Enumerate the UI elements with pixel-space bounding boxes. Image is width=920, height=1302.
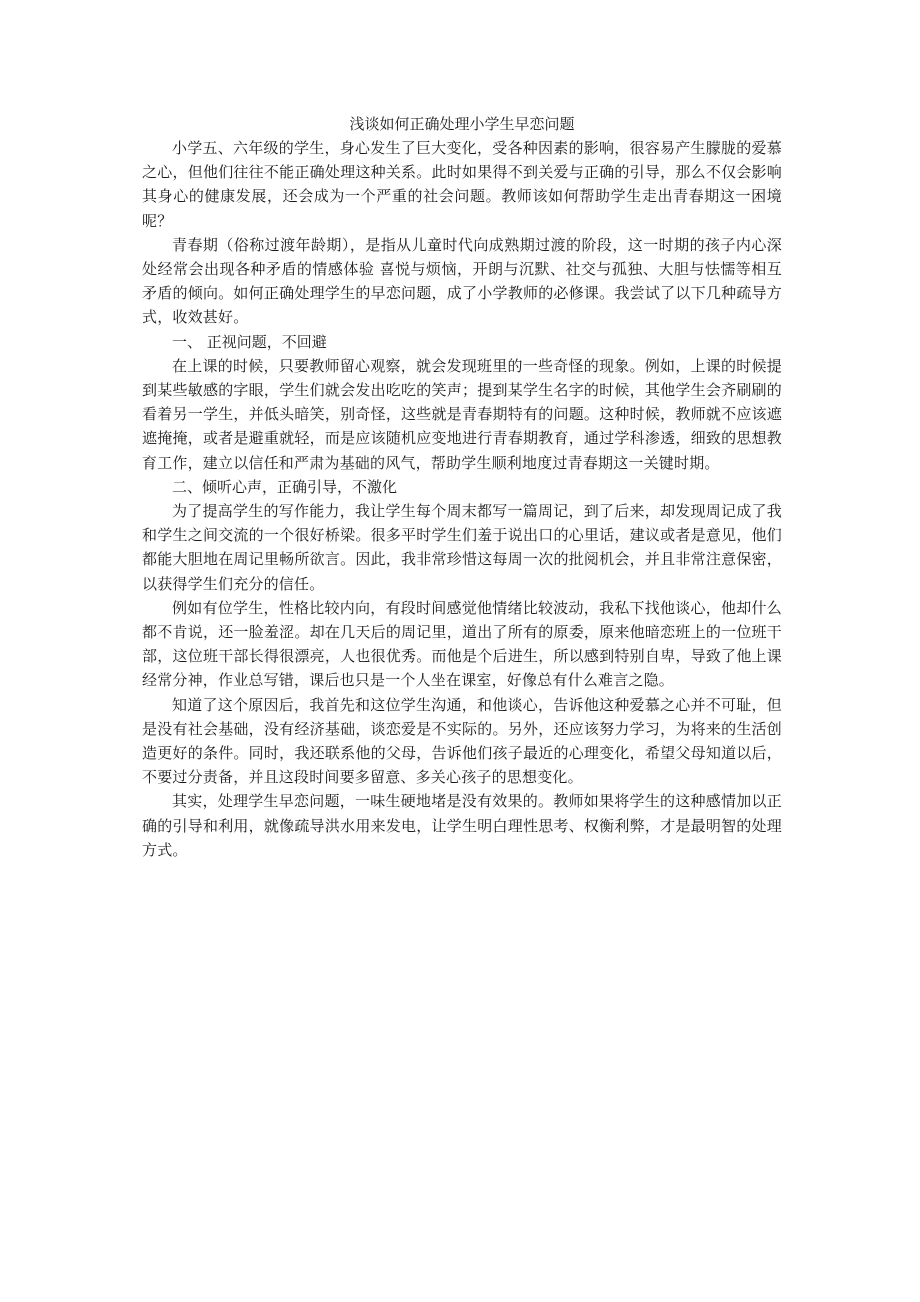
document-page — [142, 112, 782, 862]
paragraph-section-2c: 知道了这个原因后，我首先和这位学生沟通，和他谈心，告诉他这种爱慕之心并不可耻，但是没有社会基础，没有经济基础，谈恋爱是不实际的。另外，还应该努力学习，为将来的生活创造更好的条件。同时，我还联系他的父母，告诉他们孩子最近的心理变化，希望父母知道以后，不要过分责备，并且这段时间要多留意、多关心孩子的思想变化。 — [142, 695, 782, 787]
section-heading-1: 一、 正视问题，不回避 — [172, 332, 327, 351]
paragraph-section-1: 在上课的时候，只要教师留心观察，就会发现班里的一些奇怪的现象。例如，上课的时候提到某些敏感的字眼，学生们就会发出吃吃的笑声；提到某学生名字的时候，其他学生会齐刷刷的看着另一学生，并低头暗笑，别奇怪，这些就是青春期特有的问题。这种时候，教师就不应该遮遮掩掩，或者是避重就轻，而是应该随机应变地进行青春期教育，通过学科渗透，细致的思想教育工作，建立以信任和严肃为基础的风气，帮助学生顺利地度过青春期这一关键时期。 — [142, 356, 782, 472]
paragraph-section-2b: 例如有位学生，性格比较内向，有段时间感觉他情绪比较波动，我私下找他谈心，他却什么都不肯说，还一脸羞涩。却在几天后的周记里，道出了所有的原委，原来他暗恋班上的一位班干部，这位班干部长得很漂亮，人也很优秀。而他是个后进生，所以感到特别自卑，导致了他上课经常分神，作业总写错，课后也只是一个人坐在课室，好像总有什么难言之隐。 — [142, 598, 782, 690]
document-title: 浅谈如何正确处理小学生早恋问题 — [349, 115, 575, 133]
section-heading-2: 二、倾听心声，正确引导，不激化 — [172, 477, 398, 496]
paragraph-conclusion: 其实，处理学生早恋问题，一味生硬地堵是没有效果的。教师如果将学生的这种感情加以正确的引导和利用，就像疏导洪水用来发电，让学生明白理性思考、权衡利弊，才是最明智的处理方式。 — [142, 792, 782, 859]
paragraph-intro: 小学五、六年级的学生，身心发生了巨大变化，受各种因素的影响，很容易产生朦胧的爱慕之心，但他们往往不能正确处理这种关系。此时如果得不到关爱与正确的引导，那么不仅会影响其身心的健康发展，还会成为一个严重的社会问题。教师该如何帮助学生走出青春期这一困境呢？ — [142, 139, 782, 230]
paragraph-section-2a: 为了提高学生的写作能力，我让学生每个周末都写一篇周记，到了后来，却发现周记成了我和学生之间交流的一个很好桥梁。很多平时学生们羞于说出口的心里话，建议或者是意见，他们都能大胆地在周记里畅所欲言。因此，我非常珍惜这每周一次的批阅机会，并且非常注意保密，以获得学生们充分的信任。 — [142, 502, 782, 593]
paragraph-adolescence: 青春期（俗称过渡年龄期），是指从儿童时代向成熟期过渡的阶段，这一时期的孩子内心深处经常会出现各种矛盾的情感体验 喜悦与烦恼，开朗与沉默、社交与孤独、大胆与怯懦等相互矛盾的倾向。如何正确处理学生的早恋问题，成了小学教师的必修课。我尝试了以下几种疏导方式，收效甚好。 — [142, 235, 782, 327]
